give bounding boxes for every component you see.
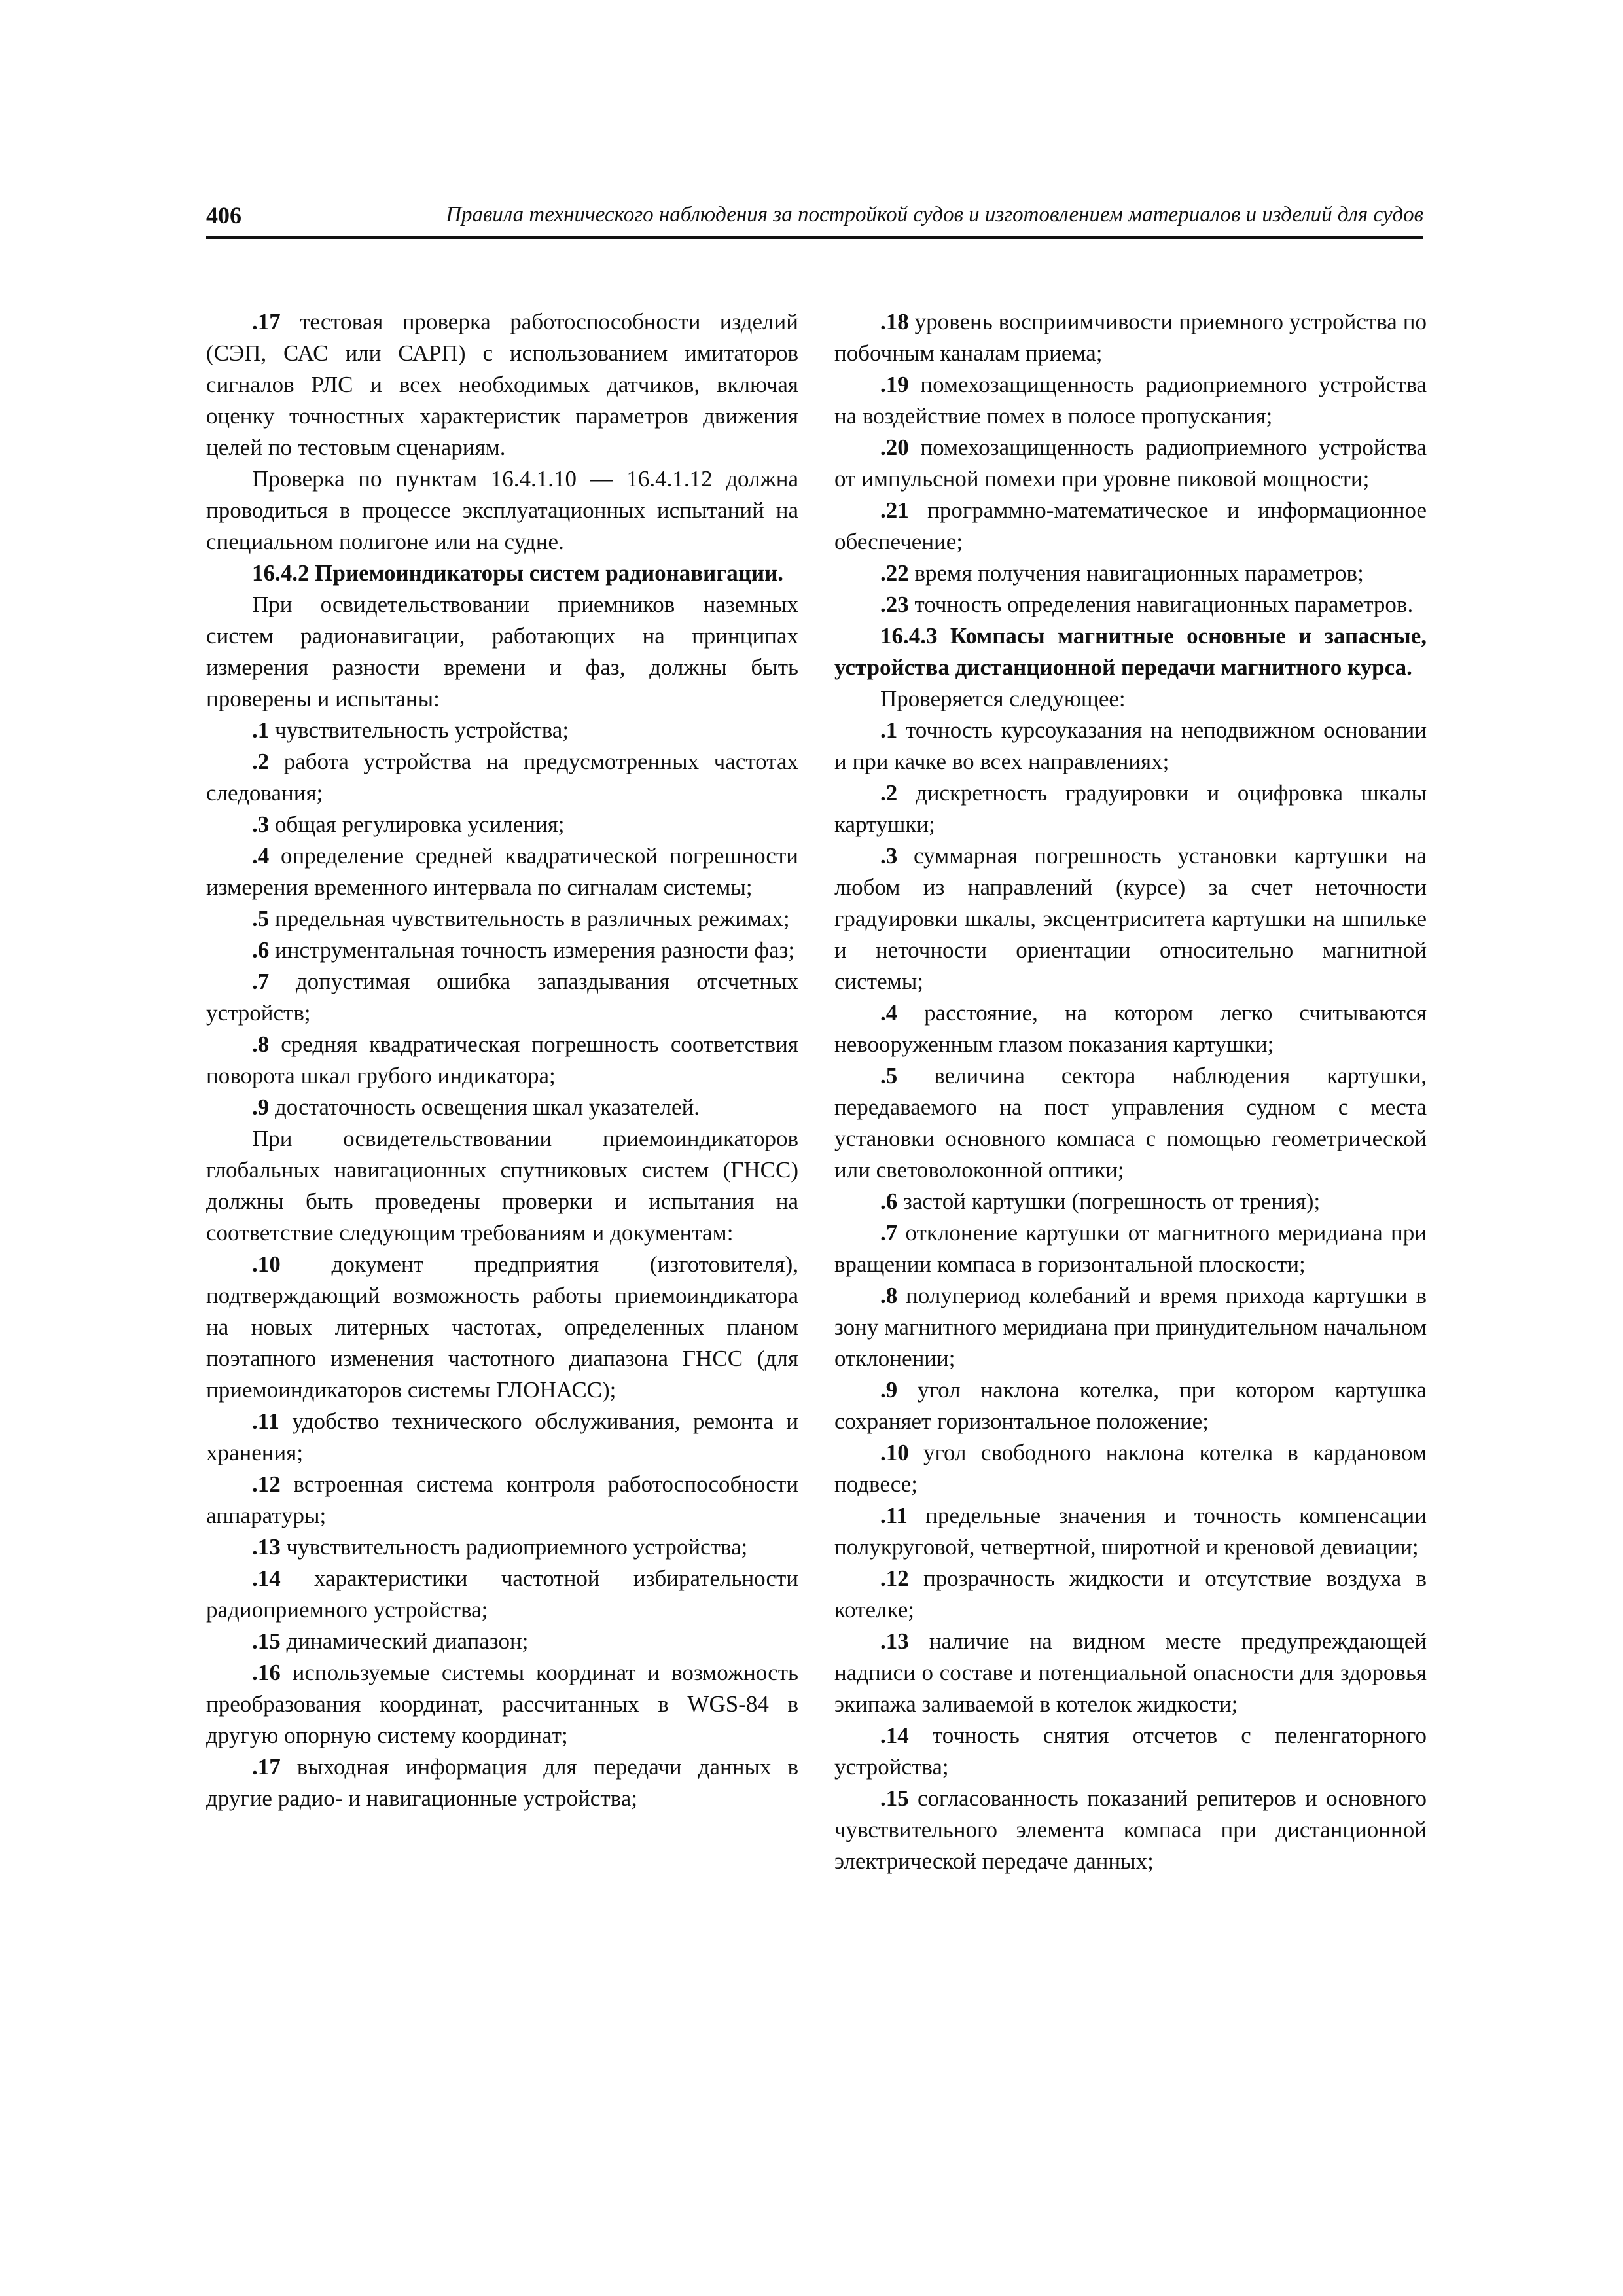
paragraph-text: угол наклона котелка, при котором картушка сохраняет горизонтальное положение; [834,1377,1427,1434]
paragraph-text: помехозащищенность радиоприемного устройства от импульсной помехи при уровне пиковой мощности; [834,435,1427,492]
paragraph-text: используемые системы координат и возможность преобразования координат, рассчитанных в WGS-84 в другую опорную систему координат; [206,1660,798,1748]
item-number: .14 [252,1566,281,1591]
paragraph-text: точность снятия отсчетов с пеленгаторного устройства; [834,1723,1427,1780]
paragraph [206,966,798,1029]
paragraph-text: динамический диапазон; [280,1628,529,1654]
paragraph-text: встроенная система контроля работоспособности аппаратуры; [206,1471,798,1528]
paragraph [834,997,1427,1060]
paragraph-text: допустимая ошибка запаздывания отсчетных устройств; [206,969,798,1026]
item-number: .13 [252,1534,281,1560]
paragraph-text: застой картушки (погрешность от трения); [897,1189,1321,1214]
paragraph [206,1563,798,1626]
paragraph [206,589,798,715]
item-number: .8 [880,1283,898,1308]
paragraph-text: Проверяется следующее: [880,686,1126,711]
paragraph [834,1563,1427,1626]
paragraph-text: наличие на видном месте предупреждающей надписи о составе и потенциальной опасности для здоровья экипажа заливаемой в котелок жидкости; [834,1628,1427,1717]
paragraph-text: программно-математическое и информационное обеспечение; [834,497,1427,554]
item-number: .4 [252,843,270,869]
item-number: .9 [880,1377,898,1403]
paragraph-text: достаточность освещения шкал указателей. [269,1094,700,1120]
paragraph [206,306,798,463]
paragraph [834,683,1427,715]
item-number: .13 [880,1628,909,1654]
paragraph-text: помехозащищенность радиоприемного устройства на воздействие помех в полосе пропускания; [834,372,1427,429]
paragraph-text: определение средней квадратической погрешности измерения временного интервала по сигналам системы; [206,843,798,900]
paragraph-text: общая регулировка усиления; [269,812,565,837]
item-number: .1 [252,717,270,743]
item-number: .8 [252,1031,270,1057]
item-number: .22 [880,560,909,586]
paragraph-text: расстояние, на котором легко считываются невооруженным глазом показания картушки; [834,1000,1427,1057]
item-number: .3 [252,812,270,837]
paragraph [206,935,798,966]
paragraph-text: 16.4.2 Приемоиндикаторы систем радионавигации. [252,560,783,586]
item-number: .9 [252,1094,270,1120]
page-number: 406 [206,202,241,228]
section-heading [834,620,1427,683]
item-number: .10 [880,1440,909,1465]
paragraph [834,1437,1427,1500]
item-number: .7 [252,969,270,994]
paragraph-text: инструментальная точность измерения разности фаз; [269,937,795,963]
paragraph [834,778,1427,840]
paragraph-text: чувствительность устройства; [269,717,569,743]
item-number: .5 [880,1063,898,1088]
paragraph-text: 16.4.3 Компасы магнитные основные и запасные, устройства дистанционной передачи магнитного курса. [834,623,1427,680]
item-number: .15 [252,1628,281,1654]
paragraph [206,746,798,809]
paragraph [206,1406,798,1469]
paragraph [834,369,1427,432]
paragraph-text: точность определения навигационных параметров. [908,592,1414,617]
paragraph [206,903,798,935]
item-number: .6 [252,937,270,963]
item-number: .16 [252,1660,281,1685]
paragraph-text: отклонение картушки от магнитного меридиана при вращении компаса в горизонтальной плоскости; [834,1220,1427,1277]
paragraph [206,715,798,746]
paragraph-text: суммарная погрешность установки картушки на любом из направлений (курсе) за счет неточности градуировки шкалы, эксцентриситета картушки на шпильке и неточности ориентации относительно магнитной системы; [834,843,1427,994]
item-number: .11 [880,1503,908,1528]
item-number: .6 [880,1189,898,1214]
item-number: .14 [880,1723,909,1748]
paragraph [834,840,1427,997]
paragraph-text: предельная чувствительность в различных режимах; [269,906,790,931]
paragraph-text: угол свободного наклона котелка в кардановом подвесе; [834,1440,1427,1497]
paragraph-text: тестовая проверка работоспособности изделий (СЭП, САС или САРП) с использованием имитаторов сигналов РЛС и всех необходимых датчиков, включая оценку точностных характеристик параметров движения целей по тестовым сценариям. [206,309,798,460]
paragraph [206,1029,798,1092]
paragraph-text: прозрачность жидкости и отсутствие воздуха в котелке; [834,1566,1427,1623]
item-number: .10 [252,1251,281,1277]
item-number: .5 [252,906,270,931]
paragraph [834,1060,1427,1186]
paragraph-text: средняя квадратическая погрешность соответствия поворота шкал грубого индикатора; [206,1031,798,1088]
paragraph-text: чувствительность радиоприемного устройства; [280,1534,748,1560]
paragraph [206,1249,798,1406]
item-number: .23 [880,592,909,617]
right-column [834,306,1427,1877]
paragraph [834,558,1427,589]
item-number: .4 [880,1000,898,1026]
section-heading [206,558,798,589]
paragraph [206,1751,798,1814]
paragraph-text: предельные значения и точность компенсации полукруговой, четвертной, широтной и креновой девиации; [834,1503,1427,1560]
item-number: .19 [880,372,909,397]
paragraph-text: величина сектора наблюдения картушки, передаваемого на пост управления судном с места установки основного компаса с помощью геометрической или световолоконной оптики; [834,1063,1427,1183]
paragraph [206,840,798,903]
paragraph [834,1626,1427,1720]
paragraph-text: Проверка по пунктам 16.4.1.10 — 16.4.1.12 должна проводиться в процессе эксплуатационных испытаний на специальном полигоне или на судне. [206,466,798,554]
item-number: .17 [252,309,281,334]
item-number: .18 [880,309,909,334]
paragraph [206,1469,798,1532]
paragraph [206,1626,798,1657]
paragraph [834,495,1427,558]
paragraph [834,1374,1427,1437]
item-number: .12 [252,1471,281,1497]
item-number: .2 [252,749,270,774]
item-number: .2 [880,780,898,806]
left-column [206,306,798,1814]
paragraph [834,306,1427,369]
paragraph-text: документ предприятия (изготовителя), подтверждающий возможность работы приемоиндикатора на новых литерных частотах, определенных планом поэтапного изменения частотного диапазона ГНСС (для приемоиндикаторов системы ГЛОНАСС); [206,1251,798,1403]
paragraph-text: работа устройства на предусмотренных частотах следования; [206,749,798,806]
paragraph [834,1720,1427,1783]
paragraph-text: согласованность показаний репитеров и основного чувствительного элемента компаса при дистанционной электрической передаче данных; [834,1785,1427,1874]
page-header [206,196,1423,239]
item-number: .12 [880,1566,909,1591]
paragraph [206,463,798,558]
paragraph-text: точность курсоуказания на неподвижном основании и при качке во всех направлениях; [834,717,1427,774]
paragraph [834,1280,1427,1374]
paragraph [206,1532,798,1563]
paragraph [834,432,1427,495]
paragraph [834,1186,1427,1217]
paragraph [834,715,1427,778]
paragraph-text: выходная информация для передачи данных в другие радио- и навигационные устройства; [206,1754,798,1811]
paragraph-text: дискретность градуировки и оцифровка шкалы картушки; [834,780,1427,837]
paragraph [834,589,1427,620]
item-number: .21 [880,497,909,523]
paragraph-text: характеристики частотной избирательности радиоприемного устройства; [206,1566,798,1623]
paragraph [206,1657,798,1751]
paragraph [206,809,798,840]
paragraph-text: уровень восприимчивости приемного устройства по побочным каналам приема; [834,309,1427,366]
item-number: .1 [880,717,898,743]
item-number: .3 [880,843,898,869]
paragraph-text: При освидетельствовании приемников наземных систем радионавигации, работающих на принципах измерения разности времени и фаз, должны быть проверены и испытаны: [206,592,798,711]
paragraph [834,1217,1427,1280]
paragraph [206,1092,798,1123]
paragraph [834,1500,1427,1563]
item-number: .11 [252,1408,279,1434]
item-number: .7 [880,1220,898,1246]
item-number: .15 [880,1785,909,1811]
paragraph-text: При освидетельствовании приемоиндикаторов глобальных навигационных спутниковых систем (ГНСС) должны быть проведены проверки и испытания на соответствие следующим требованиям и документам: [206,1126,798,1246]
paragraph-text: удобство технического обслуживания, ремонта и хранения; [206,1408,798,1465]
paragraph [206,1123,798,1249]
paragraph-text: время получения навигационных параметров; [908,560,1364,586]
paragraph [834,1783,1427,1877]
item-number: .20 [880,435,909,460]
running-title: Правила технического наблюдения за постройкой судов и изготовлением материалов и изделий для судов [446,203,1423,226]
item-number: .17 [252,1754,281,1780]
paragraph-text: полупериод колебаний и время прихода картушки в зону магнитного меридиана при принудительном начальном отклонении; [834,1283,1427,1371]
